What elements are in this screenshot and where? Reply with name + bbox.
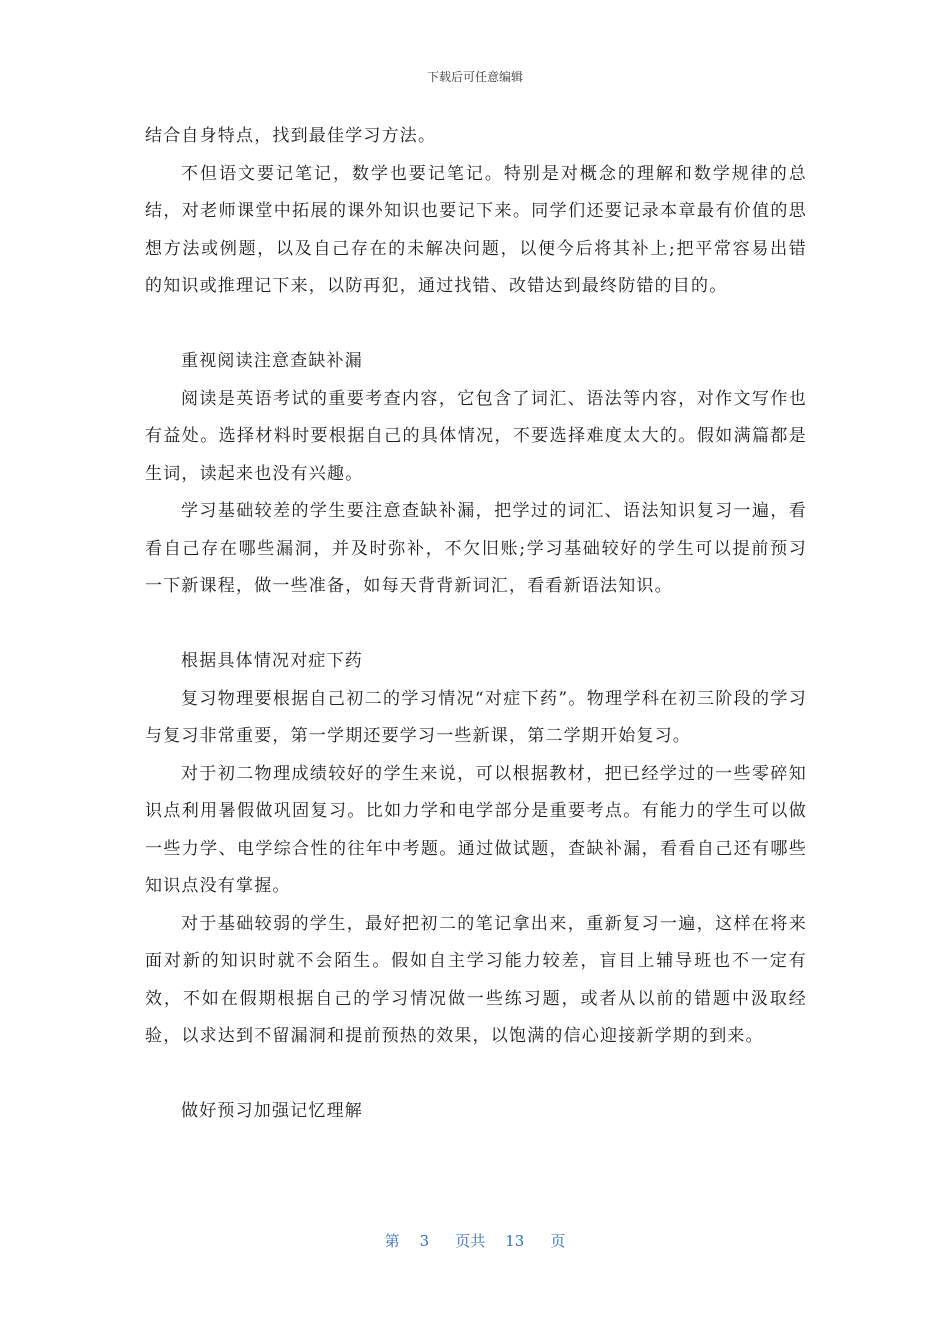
paragraph: 学习基础较差的学生要注意查缺补漏，把学过的词汇、语法知识复习一遍，看看自己存在哪些漏洞，并及时弥补，不欠旧账;学习基础较好的学生可以提前预习一下新课程，做一些准备，如每天背背新词汇，看看新语法知识。	[145, 501, 807, 596]
section-heading: 做好预习加强记忆理解	[181, 1101, 363, 1121]
paragraph: 对于初二物理成绩较好的学生来说，可以根据教材，把已经学过的一些零碎知识点利用暑假做巩固复习。比如力学和电学部分是重要考点。有能力的学生可以做一些力学、电学综合性的往年中考题。通过做试题，查缺补漏，看看自己还有哪些知识点没有掌握。	[145, 763, 807, 896]
page-footer	[0, 1230, 950, 1251]
paragraph: 阅读是英语考试的重要考查内容，它包含了词汇、语法等内容，对作文写作也有益处。选择材料时要根据自己的具体情况，不要选择难度太大的。假如满篇都是生词，读起来也没有兴趣。	[145, 388, 807, 484]
section-heading: 重视阅读注意查缺补漏	[181, 351, 363, 371]
footer-page-number: 3	[419, 1232, 430, 1250]
document-body	[145, 118, 807, 1131]
paragraph: 结合自身特点，找到最佳学习方法。	[145, 126, 437, 146]
footer-page-prefix: 第	[384, 1232, 400, 1250]
section-heading: 根据具体情况对症下药	[181, 651, 363, 671]
footer-page-mid: 页共	[455, 1232, 486, 1250]
paragraph: 对于基础较弱的学生，最好把初二的笔记拿出来，重新复习一遍，这样在将来面对新的知识时就不会陌生。假如自主学习能力较差，盲目上辅导班也不一定有效，不如在假期根据自己的学习情况做一些练习题，或者从以前的错题中汲取经验，以求达到不留漏洞和提前预热的效果，以饱满的信心迎接新学期的到来。	[145, 913, 807, 1046]
page-header: 下载后可任意编辑	[426, 70, 523, 84]
paragraph: 复习物理要根据自己初二的学习情况“对症下药”。物理学科在初三阶段的学习与复习非常重要，第一学期还要学习一些新课，第二学期开始复习。	[145, 688, 807, 746]
paragraph: 不但语文要记笔记，数学也要记笔记。特别是对概念的理解和数学规律的总结，对老师课堂中拓展的课外知识也要记下来。同学们还要记录本章最有价值的思想方法或例题，以及自己存在的未解决问题，以便今后将其补上;把平常容易出错的知识或推理记下来，以防再犯，通过找错、改错达到最终防错的目的。	[145, 163, 807, 296]
footer-page-suffix: 页	[550, 1232, 566, 1250]
footer-total-pages: 13	[505, 1232, 525, 1250]
